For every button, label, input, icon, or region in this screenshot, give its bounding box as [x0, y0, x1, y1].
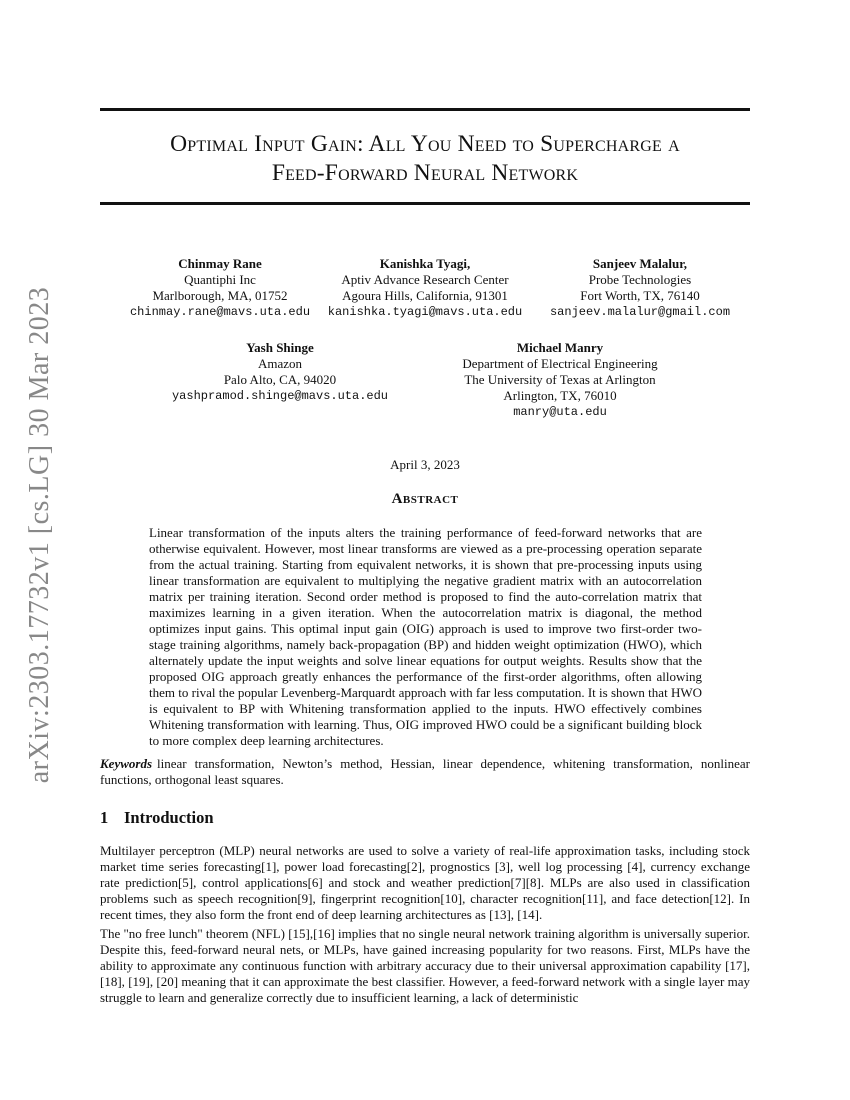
paper-title	[100, 130, 750, 188]
author-name: Kanishka Tyagi,	[379, 256, 471, 271]
body-paragraph: The "no free lunch" theorem (NFL) [15],[16] implies that no single neural network training algorithm is universally superior. Despite this, feed-forward neural nets, or MLPs, have gained increasing popularity for two reasons. First, MLPs have the ability to approximate any continuous function with arbitrary accuracy due to their universal approximation capability [17], [18], [19], [20] meaning that it can approximate the best classifier. However, a feed-forward network with a single layer may struggle to learn and generalize correctly due to insufficient learning, a lack of deterministic	[100, 926, 750, 1005]
keywords	[100, 756, 750, 788]
author-affiliation: Department of Electrical Engineering	[462, 356, 658, 371]
body-paragraph: Multilayer perceptron (MLP) neural networks are used to solve a variety of real-life approximation tasks, including stock market time series forecasting[1], power load forecasting[2], prognostics [3], well log processing [4], currency exchange rate prediction[5], control applications[6] and stock and weather prediction[7][8]. MLPs are also used in classification problems such as speech recognition[9], fingerprint recognition[10], character recognition[11], and face detection[12]. In recent times, they also form the front end of deep learning architectures as [13], [14].	[100, 843, 750, 922]
author-location: Agoura Hills, California, 91301	[342, 288, 508, 303]
publication-date: April 3, 2023	[390, 457, 460, 472]
author-block-malalur	[515, 256, 765, 320]
author-affiliation: Aptiv Advance Research Center	[341, 272, 509, 287]
author-affiliation: Amazon	[257, 356, 303, 371]
author-block-rane	[105, 256, 335, 320]
title-line-1: Optimal Input Gain: All You Need to Supercharge a	[170, 131, 680, 157]
author-email: yashpramod.shinge@mavs.uta.edu	[171, 389, 389, 403]
author-name: Michael Manry	[516, 340, 604, 355]
abstract-text: Linear transformation of the inputs alters the training performance of feed-forward networks that are otherwise equivalent. However, most linear transforms are viewed as a pre-processing operation separate from the actual training. Starting from equivalent networks, it is shown that pre-processing inputs using linear transformation are equivalent to multiplying the negative gradient matrix with an autocorrelation matrix per training iteration. Second order method is proposed to find the auto-correlation matrix that maximizes learning in a given iteration. When the autocorrelation matrix is diagonal, the method optimizes input gains. This optimal input gain (OIG) approach is used to improve two first-order two-stage training algorithms, namely back-propagation (BP) and hidden weight optimization (HWO), which alternately update the input weights and solve linear equations for output weights. Results show that the proposed OIG approach greatly enhances the performance of the first-order algorithms, often allowing them to rival the popular Levenberg-Marquardt approach with far less computation. It is shown that HWO is equivalent to BP with Whitening transformation applied to the inputs. HWO effectively combines Whitening transformation with learning. Thus, OIG improved HWO could be a significant building block to more complex deep learning architectures.	[149, 525, 702, 748]
author-location: Palo Alto, CA, 94020	[223, 372, 337, 387]
author-email: kanishka.tyagi@mavs.uta.edu	[327, 305, 523, 319]
author-location: Fort Worth, TX, 76140	[580, 288, 700, 303]
abstract-heading: Abstract	[391, 491, 459, 507]
section-title: Introduction	[124, 808, 214, 827]
author-block-shinge	[160, 340, 400, 404]
arxiv-stamp: arXiv:2303.17732v1 [cs.LG] 30 Mar 2023	[24, 286, 55, 784]
author-email: chinmay.rane@mavs.uta.edu	[129, 305, 311, 319]
section-number: 1	[100, 808, 109, 827]
author-block-tyagi	[310, 256, 540, 320]
author-name: Chinmay Rane	[178, 256, 262, 271]
section-heading	[100, 808, 214, 828]
author-name: Yash Shinge	[246, 340, 314, 355]
title-bottom-rule	[100, 202, 750, 205]
keywords-text: linear transformation, Newton’s method, Hessian, linear dependence, whitening transformation, nonlinear functions, orthogonal least squares.	[100, 756, 750, 787]
author-email: sanjeev.malalur@gmail.com	[549, 305, 731, 319]
author-email: manry@uta.edu	[513, 405, 607, 419]
author-block-manry	[440, 340, 680, 420]
keywords-label: Keywords	[100, 756, 152, 771]
author-affiliation: Probe Technologies	[588, 272, 692, 287]
author-affiliation-2: The University of Texas at Arlington	[464, 372, 656, 387]
author-location: Arlington, TX, 76010	[503, 388, 617, 403]
title-line-2: Feed-Forward Neural Network	[271, 160, 579, 186]
author-name: Sanjeev Malalur,	[592, 256, 688, 271]
title-top-rule	[100, 108, 750, 111]
author-location: Marlborough, MA, 01752	[152, 288, 288, 303]
author-affiliation: Quantiphi Inc	[184, 272, 256, 287]
